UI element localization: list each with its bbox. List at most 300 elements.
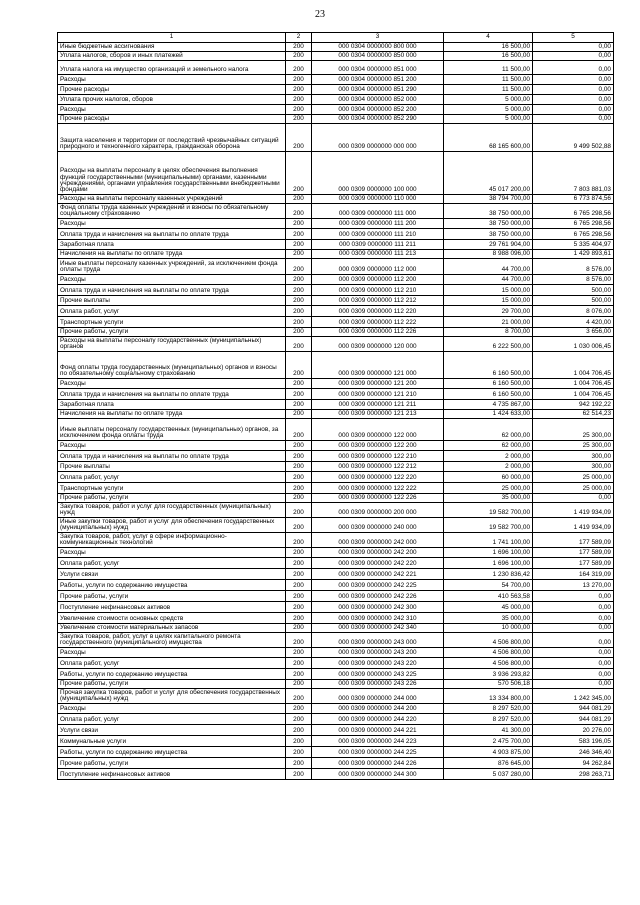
table-row — [58, 378, 614, 388]
row-fact-cell: 6 765 298,56 — [533, 228, 614, 239]
table-row — [58, 151, 614, 194]
row-fact-cell: 298 263,71 — [533, 768, 614, 779]
row-plan-cell: 38 794 700,00 — [444, 194, 533, 203]
row-plan-cell: 21 000,00 — [444, 316, 533, 327]
row-fact-cell: 9 499 502,88 — [533, 123, 614, 151]
row-fact-cell: 6 773 874,56 — [533, 194, 614, 203]
row-fact-cell: 0,00 — [533, 668, 614, 679]
row-code-cell: 200 — [286, 42, 312, 51]
row-fact-cell: 500,00 — [533, 295, 614, 305]
table-row — [58, 249, 614, 258]
table-row — [58, 713, 614, 724]
table-row — [58, 336, 614, 351]
row-name-cell: Расходы — [58, 218, 286, 228]
table-row — [58, 399, 614, 409]
row-plan-cell: 44 700,00 — [444, 258, 533, 274]
row-code-cell: 200 — [286, 471, 312, 482]
row-fact-cell: 177 589,09 — [533, 547, 614, 557]
row-code-cell: 200 — [286, 450, 312, 461]
table-row — [58, 471, 614, 482]
row-name-cell: Прочие выплаты — [58, 295, 286, 305]
row-code-cell: 200 — [286, 284, 312, 295]
header-cell: 1 — [58, 33, 286, 43]
row-plan-cell: 4 506 800,00 — [444, 657, 533, 668]
table-row — [58, 557, 614, 568]
row-kbk-cell: 000 0304 0000000 800 000 — [312, 42, 444, 51]
row-name-cell: Оплата работ, услуг — [58, 471, 286, 482]
row-plan-cell: 876 645,00 — [444, 757, 533, 768]
row-code-cell: 200 — [286, 647, 312, 657]
row-fact-cell: 25 300,00 — [533, 440, 614, 450]
table-row — [58, 612, 614, 623]
row-kbk-cell: 000 0309 0000000 112 200 — [312, 274, 444, 284]
table-row — [58, 42, 614, 51]
row-kbk-cell: 000 0309 0000000 242 340 — [312, 623, 444, 632]
row-fact-cell: 583 196,05 — [533, 735, 614, 746]
row-plan-cell: 35 000,00 — [444, 612, 533, 623]
row-code-cell: 200 — [286, 679, 312, 688]
row-plan-cell: 6 160 500,00 — [444, 351, 533, 378]
row-fact-cell: 0,00 — [533, 612, 614, 623]
row-kbk-cell: 000 0309 0000000 112 226 — [312, 327, 444, 336]
row-plan-cell: 11 500,00 — [444, 74, 533, 84]
row-plan-cell: 570 506,18 — [444, 679, 533, 688]
row-plan-cell: 410 563,58 — [444, 590, 533, 601]
row-kbk-cell: 000 0309 0000000 000 000 — [312, 123, 444, 151]
row-plan-cell: 4 903 875,00 — [444, 746, 533, 757]
row-fact-cell: 0,00 — [533, 74, 614, 84]
row-plan-cell: 41 300,00 — [444, 724, 533, 735]
row-code-cell: 200 — [286, 316, 312, 327]
row-fact-cell: 1 004 706,45 — [533, 351, 614, 378]
row-fact-cell: 0,00 — [533, 42, 614, 51]
row-kbk-cell: 000 0309 0000000 111 210 — [312, 228, 444, 239]
row-plan-cell: 10 000,00 — [444, 623, 533, 632]
table-row — [58, 203, 614, 218]
table-row — [58, 450, 614, 461]
row-name-cell: Фонд оплаты труда казенных учреждений и взносы по обязательному социальному страхованию — [58, 203, 286, 218]
row-fact-cell: 20 276,00 — [533, 724, 614, 735]
row-plan-cell: 6 160 500,00 — [444, 388, 533, 399]
row-plan-cell: 5 000,00 — [444, 114, 533, 123]
table-row — [58, 623, 614, 632]
table-row — [58, 601, 614, 612]
row-name-cell: Прочие расходы — [58, 114, 286, 123]
row-fact-cell: 13 270,00 — [533, 579, 614, 590]
row-kbk-cell: 000 0309 0000000 110 000 — [312, 194, 444, 203]
row-kbk-cell: 000 0309 0000000 121 000 — [312, 351, 444, 378]
table-row — [58, 74, 614, 84]
table-row — [58, 757, 614, 768]
row-code-cell: 200 — [286, 568, 312, 579]
row-fact-cell: 1 429 893,61 — [533, 249, 614, 258]
row-kbk-cell: 000 0309 0000000 111 200 — [312, 218, 444, 228]
row-name-cell: Увеличение стоимости основных средств — [58, 612, 286, 623]
row-code-cell: 200 — [286, 228, 312, 239]
row-plan-cell: 6 160 500,00 — [444, 378, 533, 388]
table-row — [58, 60, 614, 74]
row-kbk-cell: 000 0309 0000000 242 000 — [312, 532, 444, 547]
row-kbk-cell: 000 0309 0000000 242 225 — [312, 579, 444, 590]
row-plan-cell: 38 750 000,00 — [444, 203, 533, 218]
table-row — [58, 657, 614, 668]
row-name-cell: Расходы — [58, 274, 286, 284]
row-code-cell: 200 — [286, 579, 312, 590]
row-code-cell: 200 — [286, 94, 312, 104]
row-code-cell: 200 — [286, 688, 312, 703]
table-row — [58, 735, 614, 746]
row-plan-cell: 2 475 700,00 — [444, 735, 533, 746]
row-code-cell: 200 — [286, 388, 312, 399]
row-fact-cell: 8 576,00 — [533, 274, 614, 284]
row-name-cell: Прочая закупка товаров, работ и услуг для обеспечения государственных (муниципальных) нужд — [58, 688, 286, 703]
row-fact-cell: 0,00 — [533, 51, 614, 60]
row-name-cell: Иные закупки товаров, работ и услуг для обеспечения государственных (муниципальных) нужд — [58, 517, 286, 532]
row-plan-cell: 38 750 000,00 — [444, 218, 533, 228]
row-kbk-cell: 000 0309 0000000 120 000 — [312, 336, 444, 351]
row-plan-cell: 62 000,00 — [444, 440, 533, 450]
row-plan-cell: 13 334 800,00 — [444, 688, 533, 703]
table-row — [58, 568, 614, 579]
row-name-cell: Увеличение стоимости материальных запасов — [58, 623, 286, 632]
row-code-cell: 200 — [286, 440, 312, 450]
row-name-cell: Расходы — [58, 378, 286, 388]
row-plan-cell: 60 000,00 — [444, 471, 533, 482]
row-name-cell: Коммунальные услуги — [58, 735, 286, 746]
row-code-cell: 200 — [286, 461, 312, 471]
table-row — [58, 295, 614, 305]
row-fact-cell: 1 004 706,45 — [533, 388, 614, 399]
table-row — [58, 532, 614, 547]
row-code-cell: 200 — [286, 668, 312, 679]
row-fact-cell: 8 576,00 — [533, 258, 614, 274]
row-fact-cell: 300,00 — [533, 461, 614, 471]
row-fact-cell: 0,00 — [533, 84, 614, 94]
row-kbk-cell: 000 0309 0000000 243 000 — [312, 632, 444, 647]
row-kbk-cell: 000 0309 0000000 242 226 — [312, 590, 444, 601]
table-row — [58, 258, 614, 274]
row-name-cell: Расходы — [58, 74, 286, 84]
row-kbk-cell: 000 0309 0000000 112 210 — [312, 284, 444, 295]
row-kbk-cell: 000 0309 0000000 122 226 — [312, 493, 444, 502]
row-fact-cell: 1 004 706,45 — [533, 378, 614, 388]
table-row — [58, 746, 614, 757]
row-plan-cell: 1 230 836,42 — [444, 568, 533, 579]
table-row — [58, 493, 614, 502]
row-kbk-cell: 000 0309 0000000 112 222 — [312, 316, 444, 327]
row-fact-cell: 0,00 — [533, 657, 614, 668]
row-code-cell: 200 — [286, 336, 312, 351]
row-name-cell: Оплата труда и начисления на выплаты по оплате труда — [58, 388, 286, 399]
table-row — [58, 316, 614, 327]
row-name-cell: Оплата труда и начисления на выплаты по оплате труда — [58, 450, 286, 461]
row-kbk-cell: 000 0309 0000000 243 220 — [312, 657, 444, 668]
row-fact-cell: 0,00 — [533, 493, 614, 502]
row-name-cell: Заработная плата — [58, 399, 286, 409]
row-fact-cell: 300,00 — [533, 450, 614, 461]
row-code-cell: 200 — [286, 502, 312, 517]
row-plan-cell: 8 297 520,00 — [444, 713, 533, 724]
row-name-cell: Расходы — [58, 104, 286, 114]
table-row — [58, 668, 614, 679]
budget-table — [57, 32, 614, 780]
row-name-cell: Услуги связи — [58, 724, 286, 735]
header-cell: 5 — [533, 33, 614, 43]
row-code-cell: 200 — [286, 249, 312, 258]
table-row — [58, 409, 614, 418]
row-fact-cell: 62 514,23 — [533, 409, 614, 418]
row-kbk-cell: 000 0309 0000000 243 226 — [312, 679, 444, 688]
row-fact-cell: 7 803 881,03 — [533, 151, 614, 194]
row-name-cell: Иные выплаты персоналу казенных учреждений, за исключением фонда оплаты труда — [58, 258, 286, 274]
row-plan-cell: 8 700,00 — [444, 327, 533, 336]
row-plan-cell: 5 000,00 — [444, 94, 533, 104]
row-name-cell: Прочие работы, услуги — [58, 679, 286, 688]
row-code-cell: 200 — [286, 84, 312, 94]
row-plan-cell: 2 000,00 — [444, 461, 533, 471]
row-plan-cell: 11 500,00 — [444, 60, 533, 74]
row-name-cell: Оплата труда и начисления на выплаты по оплате труда — [58, 228, 286, 239]
table-row — [58, 388, 614, 399]
row-fact-cell: 164 319,09 — [533, 568, 614, 579]
row-code-cell: 200 — [286, 590, 312, 601]
row-fact-cell: 25 000,00 — [533, 482, 614, 493]
row-plan-cell: 1 696 100,00 — [444, 547, 533, 557]
row-code-cell: 200 — [286, 51, 312, 60]
row-plan-cell: 35 000,00 — [444, 493, 533, 502]
row-kbk-cell: 000 0309 0000000 122 222 — [312, 482, 444, 493]
header-cell: 2 — [286, 33, 312, 43]
table-row — [58, 194, 614, 203]
header-cell: 3 — [312, 33, 444, 43]
row-fact-cell: 3 656,00 — [533, 327, 614, 336]
header-cell: 4 — [444, 33, 533, 43]
row-fact-cell: 0,00 — [533, 601, 614, 612]
row-name-cell: Оплата работ, услуг — [58, 557, 286, 568]
table-row — [58, 724, 614, 735]
row-code-cell: 200 — [286, 612, 312, 623]
row-code-cell: 200 — [286, 218, 312, 228]
row-kbk-cell: 000 0309 0000000 122 210 — [312, 450, 444, 461]
row-fact-cell: 0,00 — [533, 623, 614, 632]
row-plan-cell: 62 000,00 — [444, 418, 533, 440]
table-row — [58, 284, 614, 295]
row-kbk-cell: 000 0309 0000000 122 200 — [312, 440, 444, 450]
row-code-cell: 200 — [286, 114, 312, 123]
table-row — [58, 123, 614, 151]
table-row — [58, 461, 614, 471]
table-row — [58, 104, 614, 114]
row-fact-cell: 944 081,29 — [533, 713, 614, 724]
row-code-cell: 200 — [286, 305, 312, 316]
row-plan-cell: 44 700,00 — [444, 274, 533, 284]
row-code-cell: 200 — [286, 623, 312, 632]
row-fact-cell: 0,00 — [533, 114, 614, 123]
row-name-cell: Расходы на выплаты персоналу в целях обеспечения выполнения функций государственными (муниципальными) органами, казенными учреждениями, органами управления государственными внебюджетными фондами — [58, 151, 286, 194]
row-plan-cell: 5 037 280,00 — [444, 768, 533, 779]
row-fact-cell: 6 765 298,56 — [533, 203, 614, 218]
row-name-cell: Прочие работы, услуги — [58, 493, 286, 502]
row-kbk-cell: 000 0309 0000000 111 213 — [312, 249, 444, 258]
row-name-cell: Поступление нефинансовых активов — [58, 768, 286, 779]
row-code-cell: 200 — [286, 239, 312, 249]
row-plan-cell: 29 761 904,00 — [444, 239, 533, 249]
row-fact-cell: 500,00 — [533, 284, 614, 295]
row-plan-cell: 68 165 600,00 — [444, 123, 533, 151]
row-kbk-cell: 000 0309 0000000 242 220 — [312, 557, 444, 568]
row-plan-cell: 16 500,00 — [444, 42, 533, 51]
row-name-cell: Заработная плата — [58, 239, 286, 249]
row-code-cell: 200 — [286, 123, 312, 151]
row-name-cell: Транспортные услуги — [58, 482, 286, 493]
row-name-cell: Начисления на выплаты по оплате труда — [58, 249, 286, 258]
row-fact-cell: 0,00 — [533, 679, 614, 688]
row-plan-cell: 4 735 867,00 — [444, 399, 533, 409]
row-name-cell: Транспортные услуги — [58, 316, 286, 327]
row-kbk-cell: 000 0309 0000000 121 213 — [312, 409, 444, 418]
row-code-cell: 200 — [286, 493, 312, 502]
page-number: 23 — [315, 9, 325, 20]
row-code-cell: 200 — [286, 378, 312, 388]
row-plan-cell: 29 700,00 — [444, 305, 533, 316]
row-fact-cell: 1 242 345,00 — [533, 688, 614, 703]
row-fact-cell: 94 262,84 — [533, 757, 614, 768]
row-code-cell: 200 — [286, 258, 312, 274]
row-kbk-cell: 000 0309 0000000 242 221 — [312, 568, 444, 579]
row-name-cell: Расходы на выплаты персоналу казенных учреждений — [58, 194, 286, 203]
row-fact-cell: 0,00 — [533, 590, 614, 601]
row-name-cell: Уплата налогов, сборов и иных платежей — [58, 51, 286, 60]
row-code-cell: 200 — [286, 409, 312, 418]
row-plan-cell: 1 741 100,00 — [444, 532, 533, 547]
row-plan-cell: 38 750 000,00 — [444, 228, 533, 239]
row-kbk-cell: 000 0309 0000000 100 000 — [312, 151, 444, 194]
row-name-cell: Услуги связи — [58, 568, 286, 579]
row-kbk-cell: 000 0309 0000000 121 200 — [312, 378, 444, 388]
table-row — [58, 51, 614, 60]
row-plan-cell: 2 000,00 — [444, 450, 533, 461]
row-kbk-cell: 000 0304 0000000 852 000 — [312, 94, 444, 104]
table-row — [58, 647, 614, 657]
row-fact-cell: 6 765 298,56 — [533, 218, 614, 228]
row-kbk-cell: 000 0309 0000000 240 000 — [312, 517, 444, 532]
row-kbk-cell: 000 0309 0000000 112 220 — [312, 305, 444, 316]
row-kbk-cell: 000 0309 0000000 244 220 — [312, 713, 444, 724]
row-plan-cell: 45 017 200,00 — [444, 151, 533, 194]
row-plan-cell: 15 000,00 — [444, 295, 533, 305]
table-row — [58, 239, 614, 249]
row-plan-cell: 25 000,00 — [444, 482, 533, 493]
row-plan-cell: 4 506 800,00 — [444, 632, 533, 647]
row-plan-cell: 54 700,00 — [444, 579, 533, 590]
row-plan-cell: 8 297 520,00 — [444, 703, 533, 713]
row-name-cell: Прочие выплаты — [58, 461, 286, 471]
row-fact-cell: 177 589,09 — [533, 557, 614, 568]
table-row — [58, 114, 614, 123]
table-row — [58, 84, 614, 94]
row-name-cell: Оплата работ, услуг — [58, 657, 286, 668]
row-code-cell: 200 — [286, 657, 312, 668]
table-header-row — [58, 33, 614, 43]
row-code-cell: 200 — [286, 724, 312, 735]
row-code-cell: 200 — [286, 151, 312, 194]
row-name-cell: Расходы — [58, 440, 286, 450]
row-kbk-cell: 000 0309 0000000 244 223 — [312, 735, 444, 746]
row-kbk-cell: 000 0304 0000000 852 290 — [312, 114, 444, 123]
row-name-cell: Оплата труда и начисления на выплаты по оплате труда — [58, 284, 286, 295]
row-plan-cell: 1 424 633,00 — [444, 409, 533, 418]
row-code-cell: 200 — [286, 735, 312, 746]
row-name-cell: Оплата работ, услуг — [58, 713, 286, 724]
row-kbk-cell: 000 0304 0000000 851 200 — [312, 74, 444, 84]
row-plan-cell: 45 000,00 — [444, 601, 533, 612]
table-row — [58, 688, 614, 703]
row-fact-cell: 25 300,00 — [533, 418, 614, 440]
row-kbk-cell: 000 0309 0000000 242 300 — [312, 601, 444, 612]
table-row — [58, 482, 614, 493]
row-name-cell: Прочие работы, услуги — [58, 757, 286, 768]
row-code-cell: 200 — [286, 713, 312, 724]
row-name-cell: Прочие расходы — [58, 84, 286, 94]
row-fact-cell: 0,00 — [533, 632, 614, 647]
row-name-cell: Расходы на выплаты персоналу государственных (муниципальных) органов — [58, 336, 286, 351]
row-kbk-cell: 000 0309 0000000 112 212 — [312, 295, 444, 305]
row-code-cell: 200 — [286, 295, 312, 305]
row-kbk-cell: 000 0309 0000000 244 225 — [312, 746, 444, 757]
row-code-cell: 200 — [286, 768, 312, 779]
row-kbk-cell: 000 0309 0000000 243 200 — [312, 647, 444, 657]
row-plan-cell: 1 696 100,00 — [444, 557, 533, 568]
row-name-cell: Закупка товаров, работ, услуг в сфере информационно-коммуникационных технологий — [58, 532, 286, 547]
row-code-cell: 200 — [286, 60, 312, 74]
table-row — [58, 228, 614, 239]
row-code-cell: 200 — [286, 351, 312, 378]
row-code-cell: 200 — [286, 601, 312, 612]
row-code-cell: 200 — [286, 547, 312, 557]
row-code-cell: 200 — [286, 274, 312, 284]
row-code-cell: 200 — [286, 203, 312, 218]
row-fact-cell: 0,00 — [533, 104, 614, 114]
row-name-cell: Расходы — [58, 703, 286, 713]
row-kbk-cell: 000 0309 0000000 244 300 — [312, 768, 444, 779]
table-row — [58, 305, 614, 316]
row-fact-cell: 8 076,00 — [533, 305, 614, 316]
row-name-cell: Прочие работы, услуги — [58, 327, 286, 336]
row-kbk-cell: 000 0304 0000000 851 000 — [312, 60, 444, 74]
row-plan-cell: 6 222 500,00 — [444, 336, 533, 351]
row-kbk-cell: 000 0309 0000000 200 000 — [312, 502, 444, 517]
row-kbk-cell: 000 0309 0000000 243 225 — [312, 668, 444, 679]
row-plan-cell: 16 500,00 — [444, 51, 533, 60]
row-code-cell: 200 — [286, 757, 312, 768]
table-row — [58, 218, 614, 228]
row-name-cell: Фонд оплаты труда государственных (муниципальных) органов и взносы по обязательному социальному страхованию — [58, 351, 286, 378]
row-code-cell: 200 — [286, 418, 312, 440]
row-name-cell: Защита населения и территории от последствий чрезвычайных ситуаций природного и техногенного характера, гражданская оборона — [58, 123, 286, 151]
row-kbk-cell: 000 0309 0000000 244 226 — [312, 757, 444, 768]
row-code-cell: 200 — [286, 532, 312, 547]
row-kbk-cell: 000 0309 0000000 111 000 — [312, 203, 444, 218]
row-code-cell: 200 — [286, 399, 312, 409]
table-row — [58, 768, 614, 779]
row-fact-cell: 0,00 — [533, 94, 614, 104]
row-fact-cell: 1 030 006,45 — [533, 336, 614, 351]
row-name-cell: Закупка товаров, работ и услуг для государственных (муниципальных) нужд — [58, 502, 286, 517]
table-row — [58, 590, 614, 601]
row-kbk-cell: 000 0309 0000000 112 000 — [312, 258, 444, 274]
row-fact-cell: 0,00 — [533, 647, 614, 657]
row-name-cell: Уплата прочих налогов, сборов — [58, 94, 286, 104]
